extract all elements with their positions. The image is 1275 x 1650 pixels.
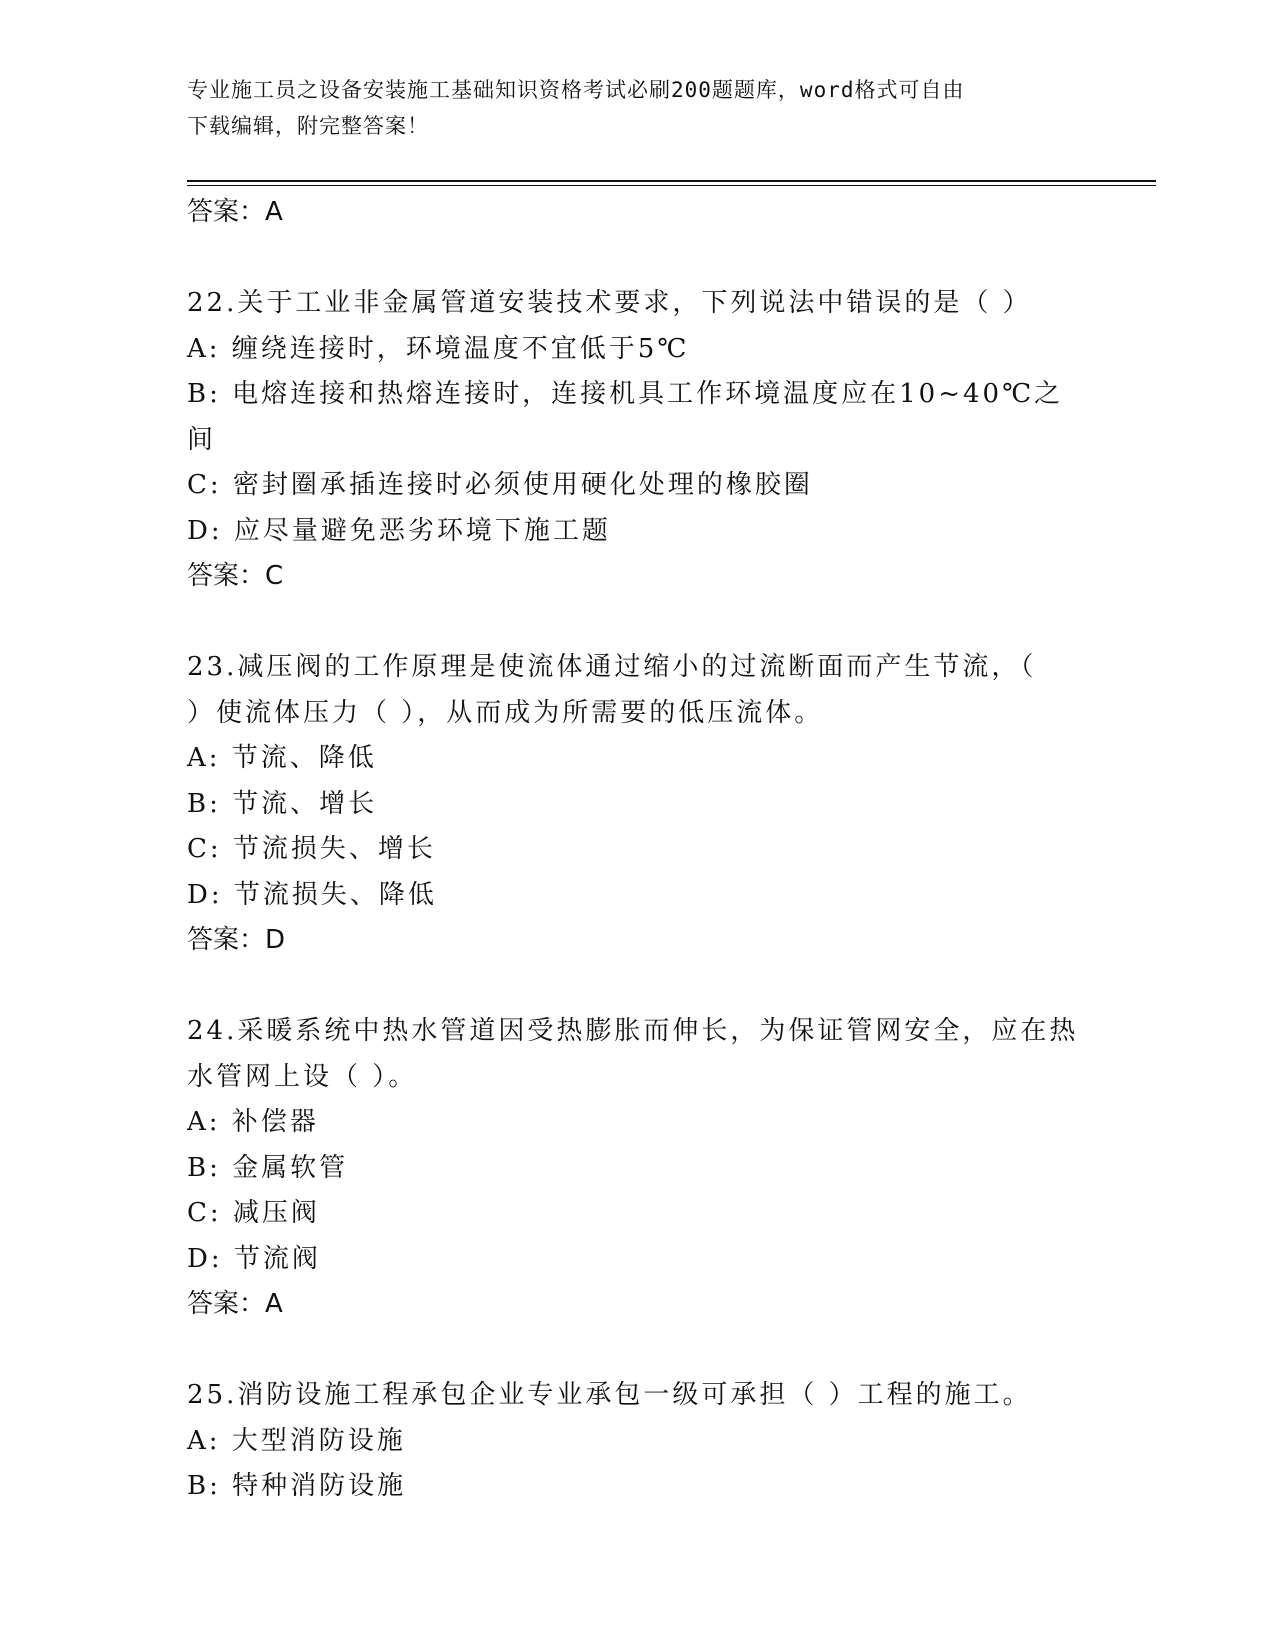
question-block: [187, 281, 1087, 599]
option-c: C: 密封圈承插连接时必须使用硬化处理的橡胶圈: [187, 470, 813, 500]
option-b: B: 节流、增长: [187, 788, 378, 819]
option-a: A: 大型消防设施: [187, 1425, 406, 1456]
option-c: C: 减压阀: [187, 1198, 320, 1228]
option-b: B: 特种消防设施: [187, 1471, 407, 1501]
answer-line: 答案：D: [187, 925, 286, 955]
header-divider-thick: [187, 180, 1156, 182]
question-text-continued: 水管网上设（ ）。: [187, 1061, 418, 1092]
option-d: D: 节流损失、降低: [187, 879, 437, 910]
question-text: 22.关于工业非金属管道安装技术要求，下列说法中错误的是（ ）: [187, 288, 1032, 318]
answer-line: 答案：A: [187, 197, 283, 227]
option-b: B: 电熔连接和热熔连接时，连接机具工作环境温度应在10~40℃之间: [187, 379, 1064, 455]
option-d: D: 节流阀: [187, 1243, 321, 1274]
question-text-continued: ）使流体压力（ ），从而成为所需要的低压流体。: [187, 697, 824, 728]
question-text: 25.消防设施工程承包企业专业承包一级可承担（ ）工程的施工。: [187, 1380, 1032, 1410]
option-a: A: 节流、降低: [187, 743, 377, 773]
option-d: D: 应尽量避免恶劣环境下施工题: [187, 515, 611, 546]
question-text: 23.减压阀的工作原理是使流体通过缩小的过流断面而产生节流，（: [187, 652, 1037, 682]
question-block: [187, 1009, 1087, 1327]
question-block: [187, 1373, 1087, 1510]
option-a: A: 补偿器: [187, 1107, 319, 1137]
header-line-2: 下载编辑，附完整答案！: [187, 114, 429, 138]
header-line-1: 专业施工员之设备安装施工基础知识资格考试必刷200题题库，word格式可自由: [187, 78, 965, 102]
question-block: [187, 645, 1087, 963]
option-a: A: 缠绕连接时，环境温度不宜低于5℃: [187, 333, 690, 364]
document-body: [187, 190, 1087, 1510]
option-c: C: 节流损失、增长: [187, 834, 436, 864]
document-header: [187, 72, 1067, 144]
answer-line: 答案：A: [187, 1289, 283, 1319]
option-b: B: 金属软管: [187, 1152, 349, 1183]
question-text: 24.采暖系统中热水管道因受热膨胀而伸长，为保证管网安全，应在热: [187, 1016, 1079, 1046]
header-divider-thin: [187, 185, 1156, 186]
answer-line: 答案：C: [187, 561, 284, 591]
